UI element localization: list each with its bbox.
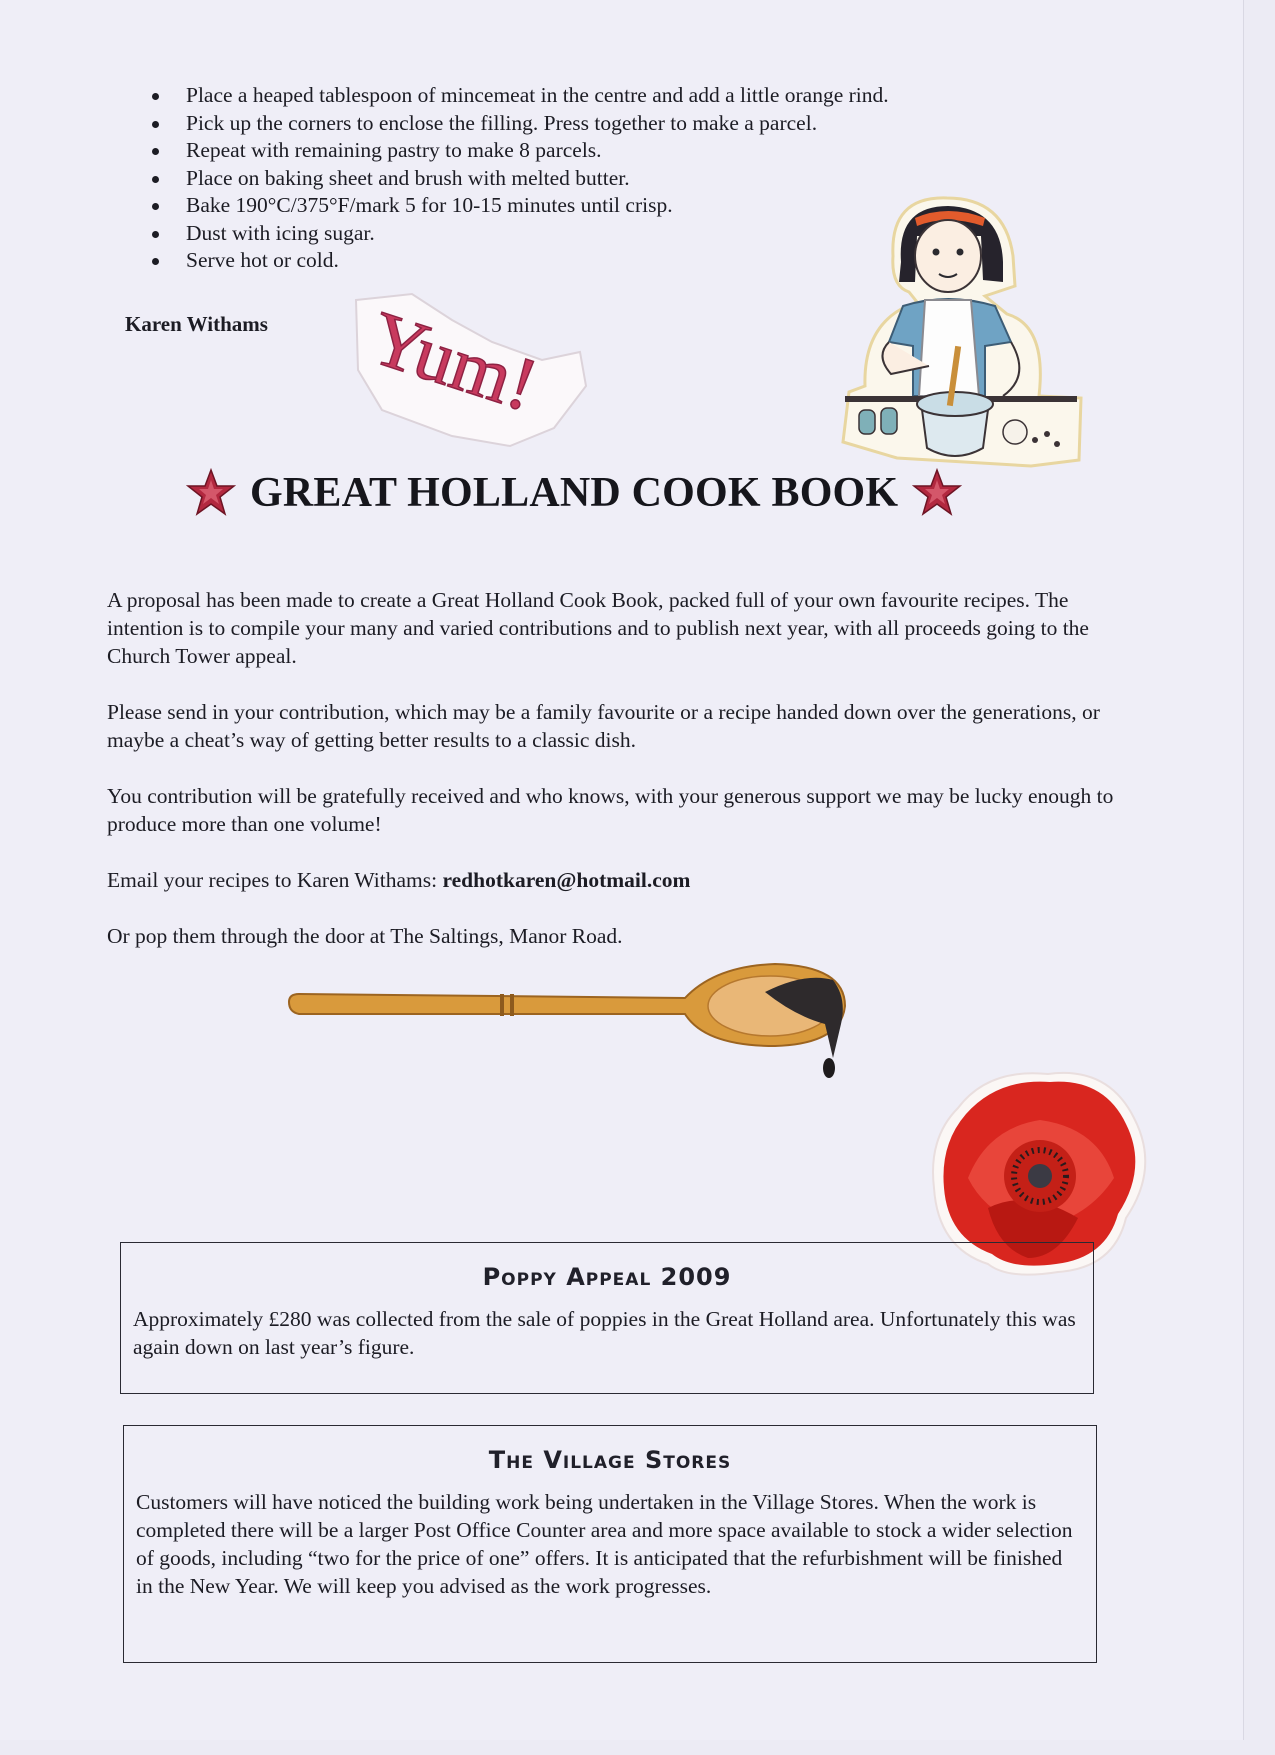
recipe-step: Place a heaped tablespoon of mincemeat in the centre and add a little orange rind. xyxy=(152,82,889,110)
recipe-step: Repeat with remaining pastry to make 8 parcels. xyxy=(152,137,889,165)
cookbook-title: GREAT HOLLAND COOK BOOK xyxy=(250,470,899,516)
email-line xyxy=(107,866,1147,894)
village-stores-box xyxy=(123,1425,1097,1663)
poppy-appeal-text: Approximately £280 was collected from the sale of poppies in the Great Holland area. Unfortunately this was again down on last year’s figure. xyxy=(133,1307,1076,1359)
cookbook-paragraph: Please send in your contribution, which may be a family favourite or a recipe handed down over the generations, or maybe a cheat’s way of getting better results to a classic dish. xyxy=(107,700,1100,752)
chef-girl-illustration xyxy=(835,196,1085,481)
email-address[interactable]: redhotkaren@hotmail.com xyxy=(442,868,691,892)
cookbook-paragraph: A proposal has been made to create a Great Holland Cook Book, packed full of your own favourite recipes. The intention is to compile your many and varied contributions and to publish next year, with all proceeds going to the Church Tower appeal. xyxy=(107,588,1089,668)
poppy-appeal-box xyxy=(120,1242,1094,1394)
star-icon xyxy=(186,468,236,518)
recipe-step: Bake 190°C/375°F/mark 5 for 10-15 minutes until crisp. xyxy=(152,192,889,220)
recipe-author: Karen Withams xyxy=(125,312,268,336)
yum-text: Yum! xyxy=(360,295,548,428)
poppy-appeal-heading: Poppy Appeal 2009 xyxy=(482,1263,732,1291)
email-prefix: Email your recipes to Karen Withams: xyxy=(107,868,443,892)
recipe-step: Serve hot or cold. xyxy=(152,247,889,275)
recipe-steps-list xyxy=(152,82,889,275)
wooden-spoon-illustration xyxy=(285,958,855,1088)
recipe-step: Place on baking sheet and brush with melted butter. xyxy=(152,165,889,193)
village-stores-text: Customers will have noticed the building work being undertaken in the Village Stores. When the work is completed there will be a larger Post Office Counter area and more space available to stock a wider selection of goods, including “two for the price of one” offers. It is anticipated that the refurbishment will be finished in the New Year. We will keep you advised as the work progresses. xyxy=(136,1490,1073,1598)
recipe-step: Pick up the corners to enclose the filling. Press together to make a parcel. xyxy=(152,110,889,138)
cookbook-body xyxy=(107,586,1147,950)
door-note: Or pop them through the door at The Saltings, Manor Road. xyxy=(107,924,623,948)
yum-sticker xyxy=(342,290,592,450)
cookbook-paragraph: You contribution will be gratefully received and who knows, with your generous support we may be lucky enough to produce more than one volume! xyxy=(107,784,1114,836)
star-icon xyxy=(912,468,962,518)
cookbook-title-row xyxy=(186,468,962,518)
village-stores-heading: The Village Stores xyxy=(488,1446,732,1474)
recipe-step: Dust with icing sugar. xyxy=(152,220,889,248)
